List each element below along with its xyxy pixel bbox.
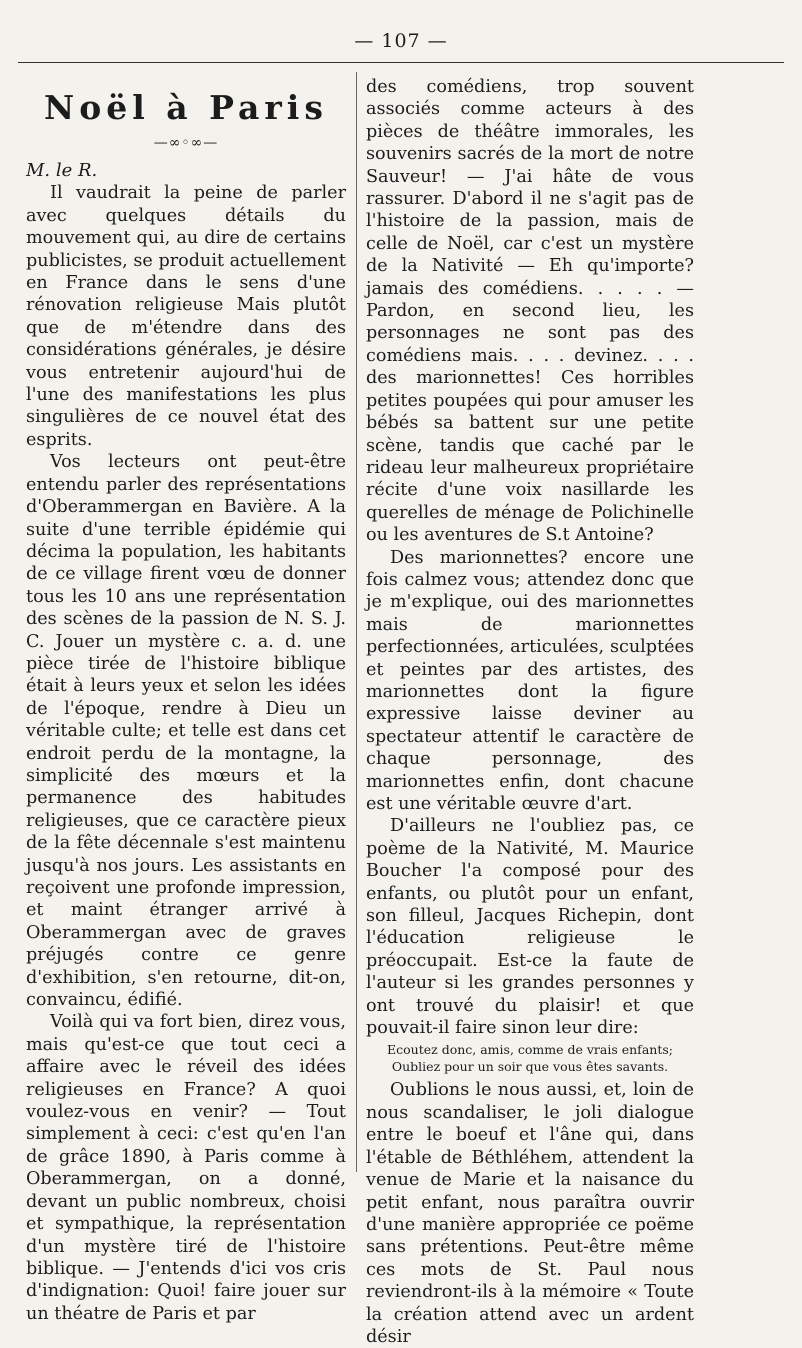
paragraph: Il vaudrait la peine de parler avec quelques détails du mouvement qui, au dire de certains publicistes, se produit actuellement en France dans le sens d'une rénovation religieuse Mais plutôt que de m'étendre dans des considérations générales, je désire vous entretenir aujourd'hui de l'une des manifestations les plus singulières de ce nouvel état des esprits. — [26, 183, 346, 450]
paragraph: Vos lecteurs ont peut-être entendu parler des représentations d'Oberammergan en Bavière. A la suite d'une terrible épidémie qui décima la population, les habitants de ce village firent vœu de donner tous les 10 ans une représentation des scènes de la passion de N. S. J. C. Jouer un mystère c. a. d. une pièce tirée de l'histoire biblique était à leurs yeux et selon les idées de l'époque, rendre à Dieu un véritable culte; et telle est dans cet endroit perdu de la montagne, la simplicité des mœurs et la permanence des habitudes religieuses, que ce caractère pieux de la fête décennale s'est maintenu jusqu'à nos jours. Les assistants en reçoivent une profonde impression, et maint étranger arrivé à Oberammergan avec de graves préjugés contre ce genre d'exhibition, s'en retourne, dit-on, convaincu, édifié. — [26, 452, 346, 1011]
paragraph: Des marionnettes? encore une fois calmez vous; attendez donc que je m'explique, oui des marionnettes mais de marionnettes perfectionnées, articulées, sculptées et peintes par des artistes, des marionnettes dont la figure expressive laisse deviner au spectateur attentif le caractère de chaque personnage, des marionnettes enfin, dont chacune est une véritable œuvre d'art. — [366, 547, 694, 814]
poem-quote — [366, 1041, 694, 1075]
column-divider — [356, 72, 357, 1172]
header-rule — [18, 62, 784, 63]
poem-line: Oubliez pour un soir que vous êtes savants. — [391, 1059, 669, 1075]
paragraph: Voilà qui va fort bien, direz vous, mais qu'est-ce que tout ceci a affaire avec le réveil des idées religieuses en France? A quoi voulez-vous en venir? — Tout simplement à ceci: c'est qu'en l'an de grâce 1890, à Paris comme à Oberammergan, on a donné, devant un public nombreux, choisi et sympathique, la représentation d'un mystère tiré de l'histoire biblique. — J'entends d'ici vos cris d'indignation: Quoi! faire jouer sur un théatre de Paris et par — [26, 1012, 346, 1324]
right-column — [366, 76, 694, 1348]
salutation: M. le R. — [26, 160, 98, 181]
left-column — [26, 76, 346, 1325]
paragraph: Oublions le nous aussi, et, loin de nous scandaliser, le joli dialogue entre le boeuf et l'âne qui, dans l'étable de Béthléhem, attendent la venue de Marie et la naisance du petit enfant, nous paraîtra ouvrir d'une manière appropriée ce poëme sans prétentions. Peut-être même ces mots de St. Paul nous reviendront-ils à la mémoire « Toute la création attend avec un ardent désir — [366, 1080, 694, 1347]
paragraph: D'ailleurs ne l'oubliez pas, ce poème de la Nativité, M. Maurice Boucher l'a composé pour des enfants, ou plutôt pour un enfant, son filleul, Jacques Richepin, dont l'éducation religieuse le préoccupait. Est-ce la faute de l'auteur si les grandes personnes y ont trouvé du plaisir! et que pouvait-il faire sinon leur dire: — [366, 816, 694, 1039]
poem-line: Ecoutez donc, amis, comme de vrais enfants; — [387, 1042, 673, 1058]
paragraph: des comédiens, trop souvent associés comme acteurs à des pièces de théâtre immorales, les souvenirs sacrés de la mort de notre Sauveur! — J'ai hâte de vous rassurer. D'abord il ne s'agit pas de l'histoire de la passion, mais de celle de Noël, car c'est un mystère de la Nativité — Eh qu'importe? jamais des comédiens. . . . . — Pardon, en second lieu, les personnages ne sont pas des comédiens mais. . . . devinez. . . . des marionnettes! Ces horribles petites poupées qui pour amuser les bébés sa battent sur une petite scène, tandis que caché par le rideau leur malheureux propriétaire récite d'une voix nasillarde les querelles de ménage de Polichinelle ou les aventures de S.t Antoine? — [366, 77, 694, 546]
page-number: — 107 — — [354, 30, 448, 52]
title-ornament: —∞◦∞— — [153, 135, 219, 151]
article-title: Noël à Paris — [44, 88, 328, 127]
